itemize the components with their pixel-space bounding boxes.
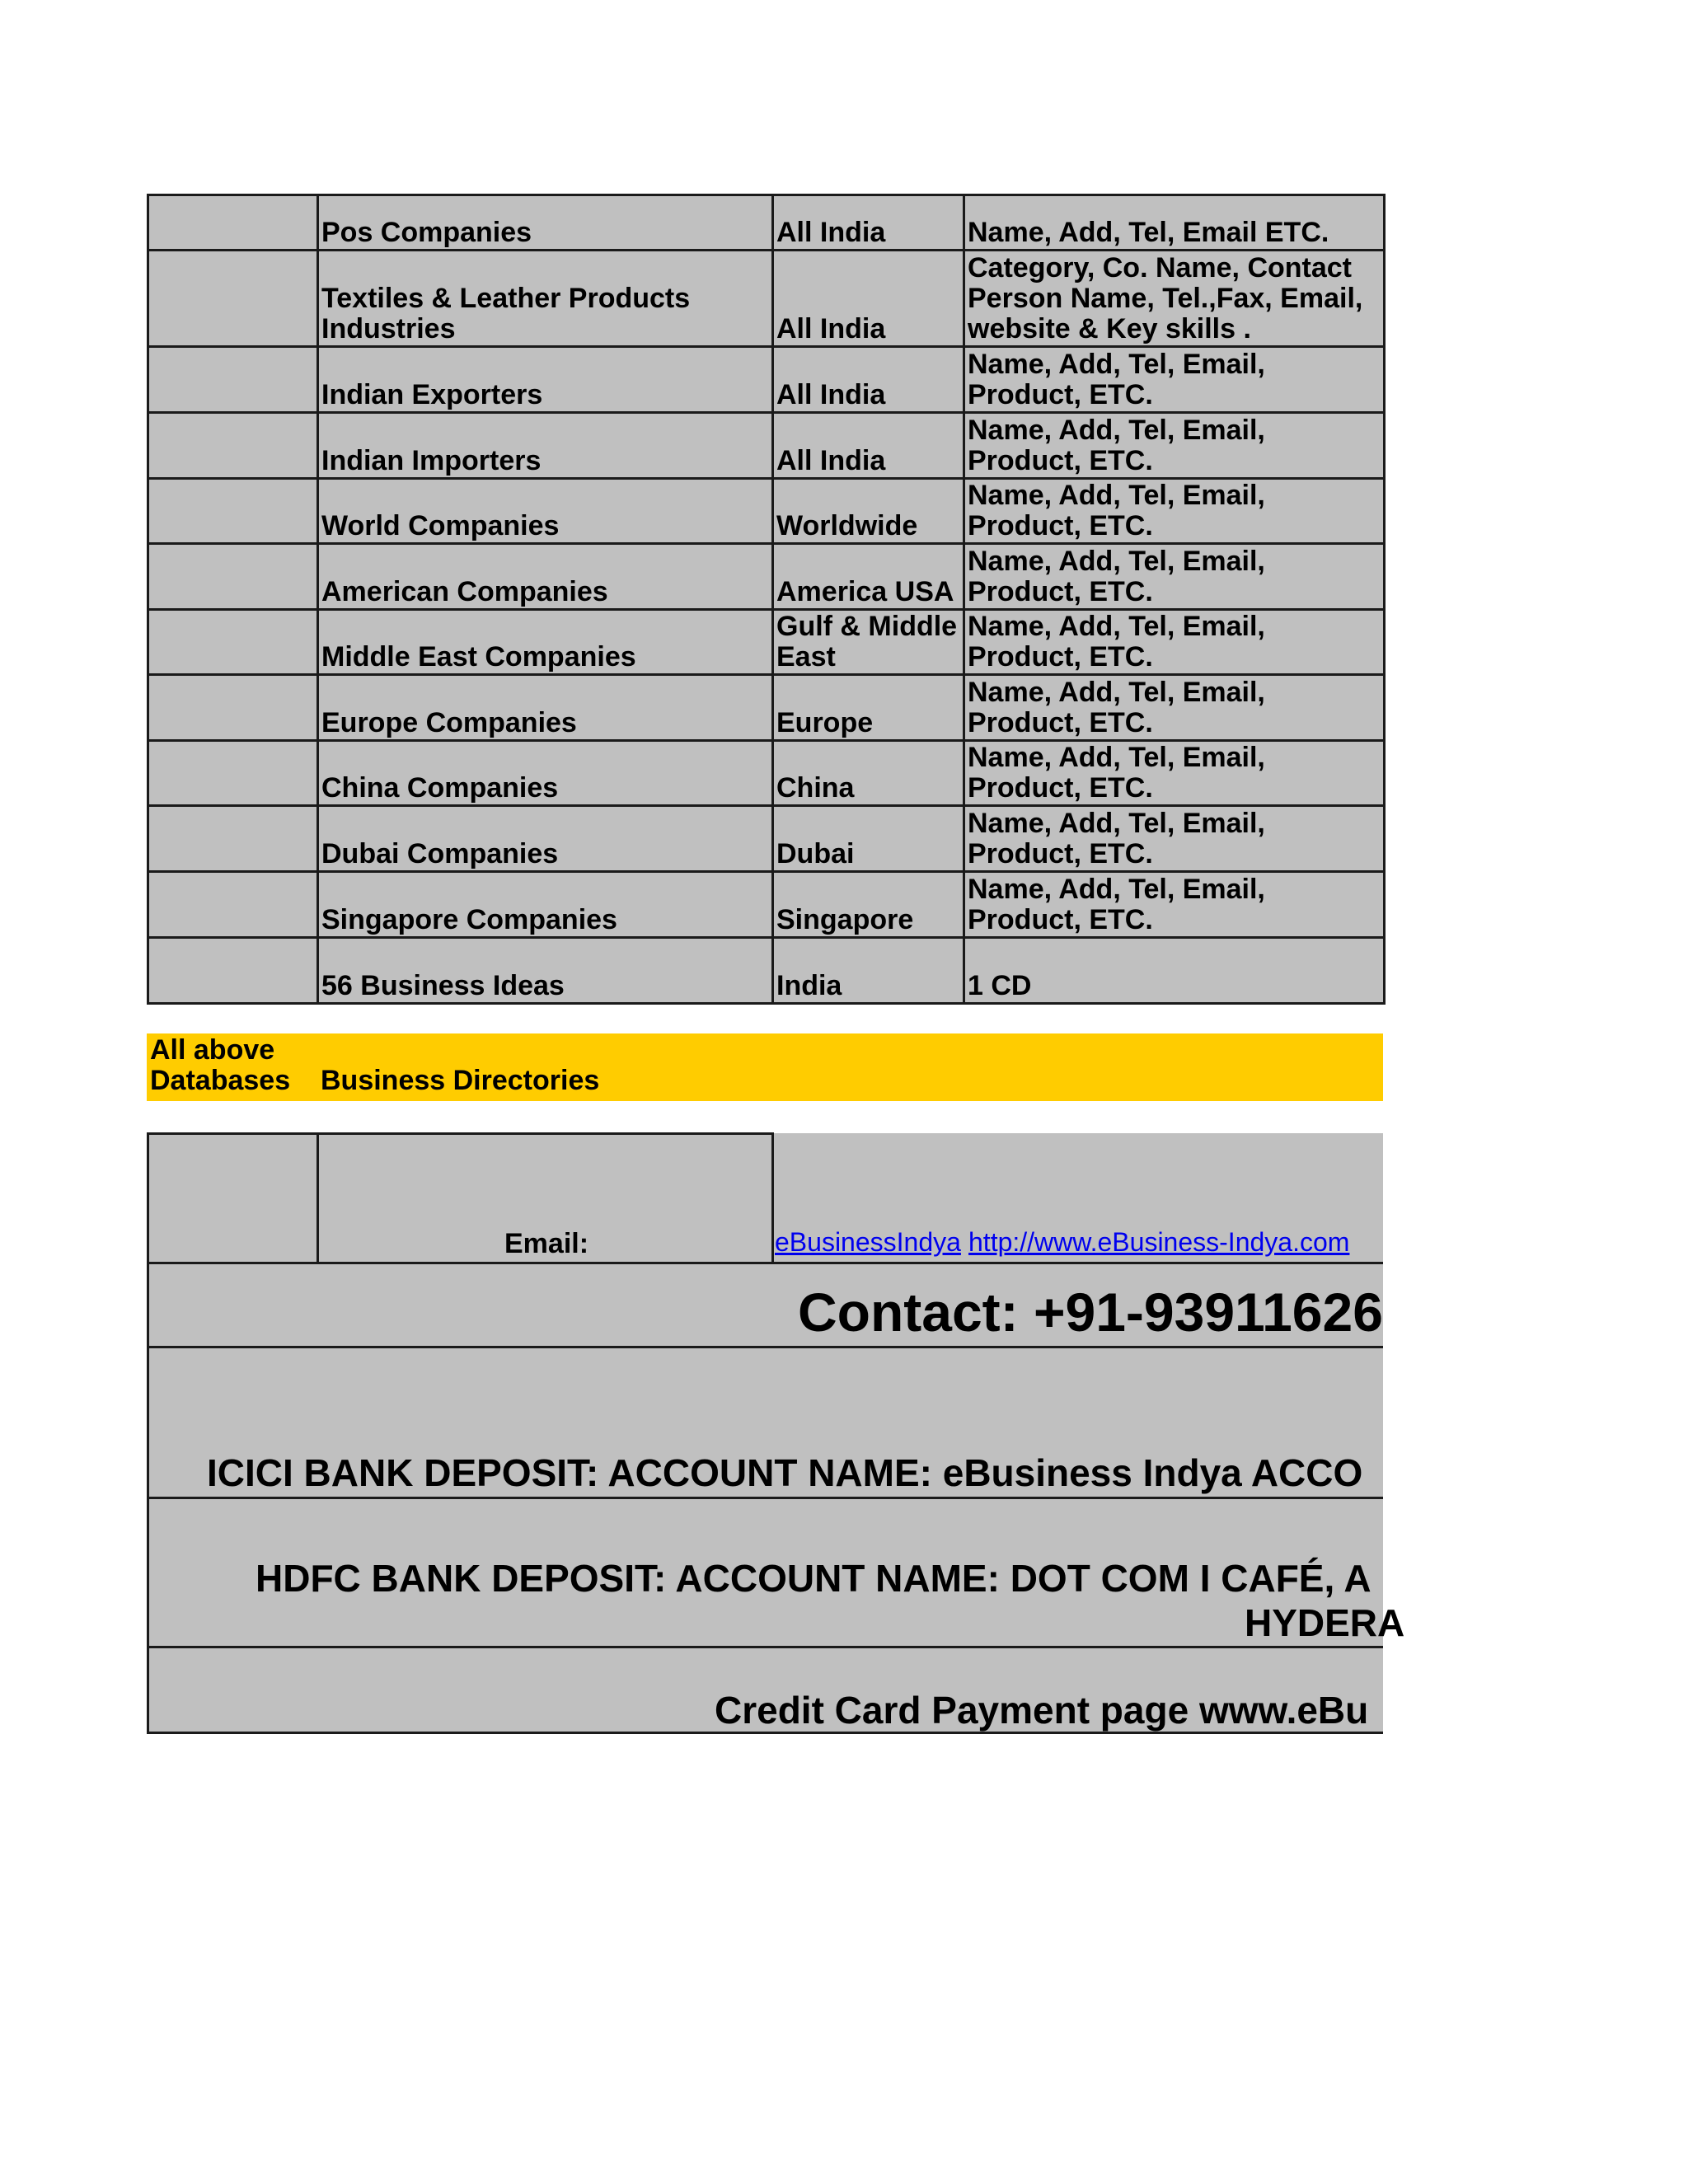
table-cell-empty <box>147 411 319 480</box>
table-cell-name: 56 Business Ideas <box>316 936 774 1005</box>
table-cell-fields: Name, Add, Tel, Email, Product, ETC. <box>963 477 1386 545</box>
summary-title: Business Directories <box>321 1065 600 1096</box>
contact-phone: Contact: +91-93911626 <box>798 1282 1383 1343</box>
table-cell-region: All India <box>771 194 965 251</box>
table-cell-name: World Companies <box>316 477 774 545</box>
hdfc-deposit-line2: HYDERA <box>1245 1601 1405 1644</box>
table-cell-name: Textiles & Leather Products Industries <box>316 249 774 348</box>
table-cell-name: Dubai Companies <box>316 804 774 873</box>
table-cell-region: China <box>771 739 965 807</box>
table-cell-region: India <box>771 936 965 1005</box>
table-cell-fields: Name, Add, Tel, Email, Product, ETC. <box>963 870 1386 939</box>
hdfc-deposit-line1: HDFC BANK DEPOSIT: ACCOUNT NAME: DOT COM I CAFÉ, A <box>256 1557 1372 1600</box>
divider <box>771 1132 774 1264</box>
table-cell-empty <box>147 194 319 251</box>
table-cell-name: American Companies <box>316 542 774 611</box>
divider <box>147 1497 1383 1499</box>
table-cell-region: Worldwide <box>771 477 965 545</box>
table-cell-name: Middle East Companies <box>316 608 774 676</box>
table-cell-name: Europe Companies <box>316 673 774 742</box>
table-cell-empty <box>147 249 319 348</box>
table-cell-region: America USA <box>771 542 965 611</box>
table-cell-fields: Name, Add, Tel, Email, Product, ETC. <box>963 673 1386 742</box>
icici-deposit: ICICI BANK DEPOSIT: ACCOUNT NAME: eBusiness Indya ACCO <box>207 1451 1363 1494</box>
table-cell-empty <box>147 345 319 414</box>
table-cell-region: Europe <box>771 673 965 742</box>
table-cell-region: Singapore <box>771 870 965 939</box>
table-cell-region: Gulf & Middle East <box>771 608 965 676</box>
table-cell-region: All India <box>771 411 965 480</box>
table-cell-name: China Companies <box>316 739 774 807</box>
table-cell-region: All India <box>771 345 965 414</box>
summary-label: All above Databases <box>150 1034 291 1096</box>
divider <box>147 1262 1383 1264</box>
table-cell-name: Singapore Companies <box>316 870 774 939</box>
table-cell-empty <box>147 936 319 1005</box>
divider <box>316 1132 319 1264</box>
table-cell-fields: Category, Co. Name, Contact Person Name, Tel.,Fax, Email, website & Key skills . <box>963 249 1386 348</box>
table-cell-name: Pos Companies <box>316 194 774 251</box>
credit-card-payment: Credit Card Payment page www.eBu <box>715 1689 1369 1732</box>
divider <box>147 1646 1383 1648</box>
table-cell-fields: Name, Add, Tel, Email, Product, ETC. <box>963 804 1386 873</box>
divider <box>147 1346 1383 1348</box>
email-label: Email: <box>504 1228 589 1259</box>
table-cell-name: Indian Exporters <box>316 345 774 414</box>
divider <box>147 1132 773 1135</box>
table-cell-empty <box>147 804 319 873</box>
table-cell-empty <box>147 870 319 939</box>
table-cell-empty <box>147 477 319 545</box>
table-cell-fields: 1 CD <box>963 936 1386 1005</box>
table-cell-fields: Name, Add, Tel, Email, Product, ETC. <box>963 411 1386 480</box>
table-cell-empty <box>147 608 319 676</box>
table-cell-empty <box>147 542 319 611</box>
table-cell-region: All India <box>771 249 965 348</box>
table-cell-fields: Name, Add, Tel, Email, Product, ETC. <box>963 739 1386 807</box>
table-cell-fields: Name, Add, Tel, Email, Product, ETC. <box>963 345 1386 414</box>
table-cell-empty <box>147 673 319 742</box>
table-cell-fields: Name, Add, Tel, Email ETC. <box>963 194 1386 251</box>
website-link[interactable]: http://www.eBusiness-Indya.com <box>968 1227 1350 1257</box>
table-cell-fields: Name, Add, Tel, Email, Product, ETC. <box>963 542 1386 611</box>
table-cell-fields: Name, Add, Tel, Email, Product, ETC. <box>963 608 1386 676</box>
table-cell-empty <box>147 739 319 807</box>
table-cell-region: Dubai <box>771 804 965 873</box>
email-link[interactable]: eBusinessIndya <box>775 1227 961 1257</box>
table-cell-name: Indian Importers <box>316 411 774 480</box>
